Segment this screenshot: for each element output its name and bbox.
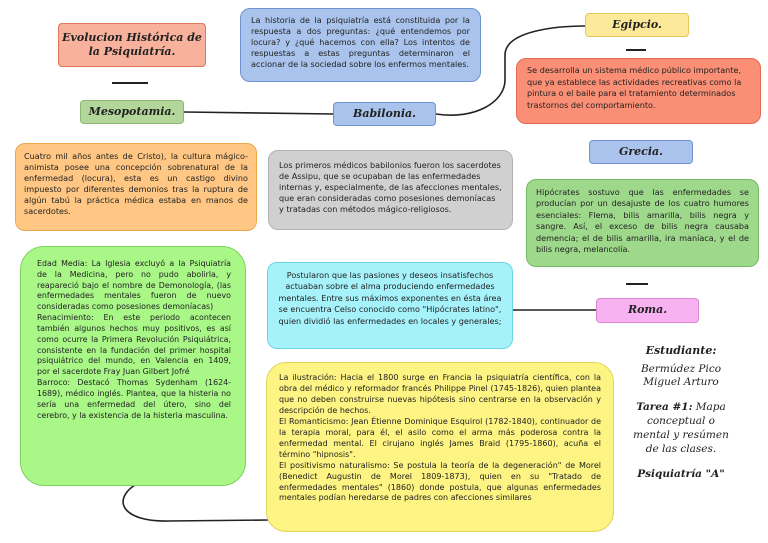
ilustracion-text-box: La ilustración: Hacia el 1800 surge en Francia la psiquiatría científica, con la obra del médico y reformador francés Philippe Pinel (1745-1826), quien plantea que no deben construirse nuevas hipótesis sino centrarse en la observación y descripción de hechos. El Romanticismo: Jean Étienne Dominique Esquirol (1782-1840), continuador de la terapia moral, para él, el asilo como el arma más poderosa contra la enfermedad mental. El cirujano inglés James Braid (1795-1860), acuña el término "hipnosis". El positivismo naturalismo: Se postula la teoría de la degeneración" de Morel (Benedict Augustin de Morel 1809-1873), quien en su "Tratado de enfermedades mentales" (1860) donde postula, que algunas enfermedades mentales podían heredarse de padres con afecciones similares (266, 362, 614, 532)
babilonia-text-box: Los primeros médicos babilonios fueron los sacerdotes de Assipu, que se ocupaban de las enfermedades internas y, especialmente, de las afecciones mentales, que eran consideradas como posesiones demoníacas y tratadas con métodos mágico-religiosos. (268, 150, 513, 230)
mesopotamia-text-box: Cuatro mil años antes de Cristo), la cultura mágico-animista posee una concepción sobrenatural de la enfermedad (locura), esta es un castigo divino impuesto por diferentes demonios tras la ruptura de algún tabú la práctica médica estaba en manos de sacerdotes. (15, 143, 257, 231)
intro-box: La historia de la psiquiatría está constituida por la respuesta a dos preguntas: ¿qué entendemos por locura? y ¿qué hacemos con ella? Los intentos de respuestas a estas preguntas determinaron el accionar de la sociedad sobre los enfermos mentales. (240, 8, 481, 82)
roma-title: Roma. (596, 298, 699, 323)
babilonia-title: Babilonia. (333, 102, 436, 126)
edad-media-text-box: Edad Media: La Iglesia excluyó a la Psiquiatría de la Medicina, pero no pudo abolirla, y reapareció bajo el nombre de Demonología, (las enfermedades mentales fueron de nuevo consideradas como posesiones demoníacas) Renacimiento: En este periodo acontecen también algunos hechos muy positivos, es así como ocurre la Primera Revolución Psiquiátrica, consistente en la fundación del primer hospital psiquiátrico del mundo, en Valencia en 1409, por el sacerdote Fray Juan Gilbert Jofré Barroco: Destacó Thomas Sydenham (1624-1689), médico inglés. Plantea, que la histeria no sería una enfermedad del útero, sino del cerebro, y la existencia de la histeria masculina. (20, 246, 246, 486)
egipcio-underline (626, 49, 646, 51)
mesopotamia-title: Mesopotamia. (80, 100, 184, 124)
grecia-title: Grecia. (589, 140, 693, 164)
main-title: Evolucion Histórica de la Psiquiatría. (58, 23, 206, 67)
student-label: Estudiante: (645, 344, 717, 357)
egipcio-text-box: Se desarrolla un sistema médico público importante, que ya establece las actividades recreativas como la pintura o el baile para el tratamiento determinados trastornos del comportamiento. (516, 58, 761, 124)
student-name: Bermúdez Pico Miguel Arturo (640, 363, 722, 389)
task-description (630, 401, 732, 456)
title-underline (112, 82, 148, 84)
grecia-text-box: Hipócrates sostuvo que las enfermedades se producían por un desajuste de los cuatro humores esenciales: Flema, bilis amarilla, bilis negra y sangre. Así, el exceso de bilis negra causaba demencia; el de bilis amarilla, ira maníaca, y el de bilis negra, melancolía. (526, 179, 759, 267)
connector-mesopotamia-babilonia (184, 112, 333, 114)
connector-edadmedia-ilustracion (123, 485, 268, 521)
task-text: Mapa conceptual o mental y resúmen de las clases. (633, 401, 729, 455)
task-label: Tarea #1: (636, 401, 693, 413)
grecia-underline (626, 283, 648, 285)
course-label: Psiquiatría "A" (637, 468, 725, 480)
egipcio-title: Egipcio. (585, 13, 689, 37)
roma-text-box: Postularon que las pasiones y deseos insatisfechos actuaban sobre el alma produciendo enfermedades mentales. Entre sus máximos exponentes en ésta área se encuentra Celso conocido como "Hipócrates latino", quien dividió las enfermedades en locales y generales; (267, 262, 513, 349)
